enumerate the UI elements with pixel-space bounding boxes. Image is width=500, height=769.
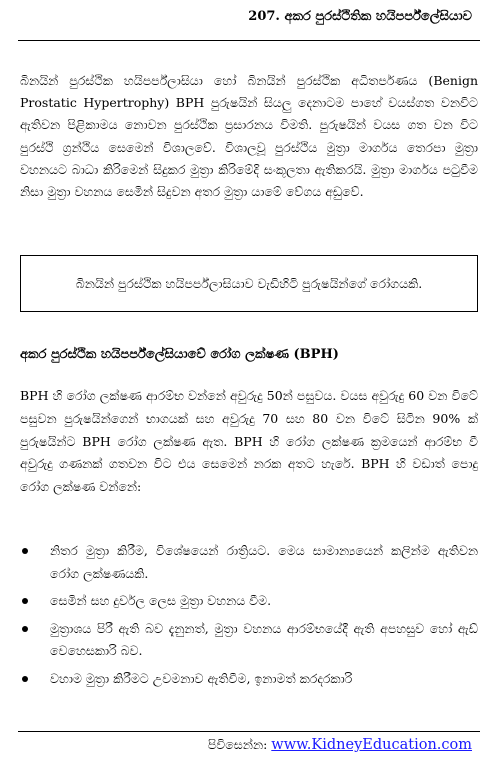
list-item-text: සෙමින් සහ දුර්වල ලෙස මුත්‍රා වහනය වීම. [50, 593, 272, 608]
page-header-title: 207. අකර පුරස්ථිතික හයිපර්ප්ලේසියාව [248, 9, 472, 24]
list-item-text: නිතර මුත්‍රා කිරීම, විශේෂයෙන් රාත්‍රියට. මෙය සාමාන්‍යයෙන් කලින්ම ඇතිවන රෝග ලක්ෂණයකි. [50, 543, 478, 581]
bullet-icon [22, 676, 28, 682]
bullet-icon [22, 548, 28, 554]
list-item-text: මුත්‍රාශය පිරී ඇති බව දැනුනත්, මුත්‍රා වහනය ආරම්භයේදී ඇති අපහසුව හෝ ඇඩ් වෙහෙසකාරි බව. [50, 620, 478, 658]
list-item-text: වහාම මුත්‍රා කිරීමට උවමනාව ඇතිවීම, ඉනාමත් කරදරකාරි [50, 670, 353, 686]
footer-divider [18, 731, 480, 732]
list-item [20, 668, 478, 691]
intro-paragraph: බිනයින් පුරස්ථික හයිපර්ප්ලාසියා හෝ බිනයින් පුරස්ථික අධිතර්පණය (Benign Prostatic Hypertrophy) BPH පුරුෂයින් සියලු දෙනාටම පාහේ වයස්ගත වනවිට ඇතිවන පිළිකාමය නොවන පුරස්ථික ප්‍රසාරනය විමති. පුරුෂයින් වයස ගත වන විට පුරස්ථි ග්‍රන්ථිය සෙමෙන් විශාලවේ. විශාලවූ පුරස්ථිය මුත්‍රා මාර්ගය තෙරපා මුත්‍රා වහනයට බාධා කිරිමෙන් සිදුකර මුත්‍රා කිරිමේදි සංකූලතා ඇතිකරයි. මුත්‍රා මාර්ගය පටුවීම නිසා මුත්‍රා වහනය සෙමින් සිදුවන අතර මුත්‍රා යාමේ වේගය අඩුවේ. [20, 73, 478, 200]
symptom-list [20, 540, 478, 695]
list-item [20, 590, 478, 613]
website-link[interactable]: www.KidneyEducation.com [271, 737, 472, 753]
bullet-icon [22, 598, 28, 604]
section-heading: අකර පුරස්ථික හයිපර්ප්ලේසියාවේ රෝග ලක්ෂණ (BPH) [20, 347, 339, 362]
header-divider [18, 40, 480, 41]
footer [208, 737, 472, 753]
symptoms-paragraph: BPH හි රෝග ලක්ෂණ ආරම්භ වන්නේ අවුරුදු 50න් පසුවය. වයස අවුරුදු 60 වන විටේ පසුවන පුරුෂයින්ගෙන් භාගයක් සහ අවුරුදු 70 සහ 80 වන විටේ සිටින 90% ක් පුරුෂයින්ට BPH රෝග ලක්ෂණ ඇත. BPH හි රෝග ලක්ෂණ ක්‍රමයෙන් ආරම්භ වී අවුරුදු ගණනක් ගතවන විට එය සෙමෙන් නරක අතට හැරේ. BPH හි වඩාත් පොදු රෝග ලක්ෂණ වන්නේ: [20, 388, 478, 495]
list-item [20, 618, 478, 663]
footer-label: පිවිසෙන්න: [207, 737, 268, 752]
bullet-icon [22, 626, 28, 632]
list-item [20, 540, 478, 585]
callout-text: බිනයින් පුරස්ථික හයිපර්ප්ලාසියාව වැඩිහිටි පුරුෂයින්ගේ රෝගයකි. [75, 275, 423, 291]
callout-box [20, 255, 478, 312]
